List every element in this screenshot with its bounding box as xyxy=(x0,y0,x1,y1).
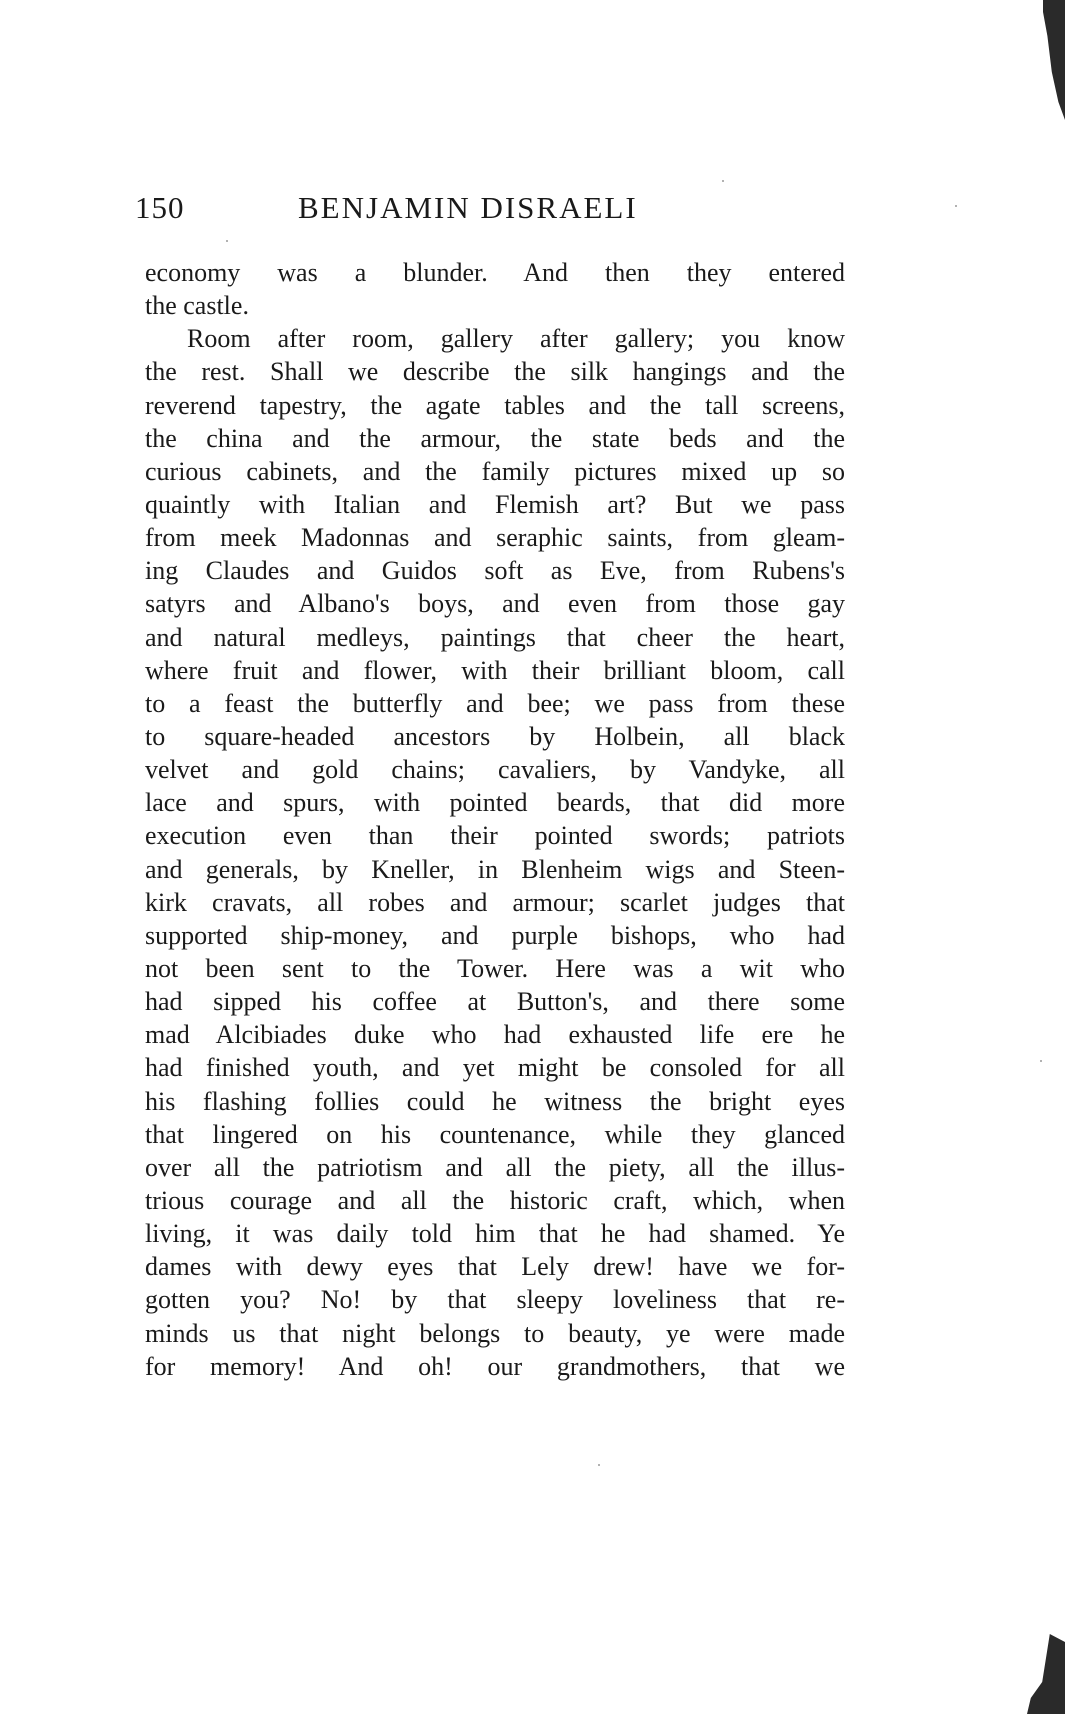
text-line: gotten you? No! by that sleepy loveliness that re- xyxy=(145,1285,845,1315)
page-number: 150 xyxy=(135,190,185,225)
text-line: from meek Madonnas and seraphic saints, from gleam- xyxy=(145,523,845,553)
text-line: had sipped his coffee at Button's, and there some xyxy=(145,987,845,1017)
text-line: his flashing follies could he witness the bright eyes xyxy=(145,1086,845,1116)
text-line: that lingered on his countenance, while they glanced xyxy=(145,1119,845,1149)
text-line: the rest. Shall we describe the silk hangings and the xyxy=(145,357,845,387)
text-line: lace and spurs, with pointed beards, that did more xyxy=(145,788,845,818)
text-line: mad Alcibiades duke who had exhausted life ere he xyxy=(145,1020,845,1050)
text-line: not been sent to the Tower. Here was a wit who xyxy=(145,953,845,983)
text-line: velvet and gold chains; cavaliers, by Vandyke, all xyxy=(145,755,845,785)
paper-speck xyxy=(226,240,228,242)
text-line: execution even than their pointed swords; patriots xyxy=(145,821,845,851)
text-line: trious courage and all the historic craft, which, when xyxy=(145,1185,845,1215)
text-line: economy was a blunder. And then they entered xyxy=(145,258,845,287)
text-line: had finished youth, and yet might be consoled for all xyxy=(145,1053,845,1083)
text-line: to square-headed ancestors by Holbein, all black xyxy=(145,721,845,751)
text-line: ing Claudes and Guidos soft as Eve, from Rubens's xyxy=(145,556,845,586)
paper-speck xyxy=(598,1464,600,1466)
text-line: and generals, by Kneller, in Blenheim wigs and Steen- xyxy=(145,854,845,884)
text-line: curious cabinets, and the family pictures mixed up so xyxy=(145,456,845,486)
text-line: reverend tapestry, the agate tables and the tall screens, xyxy=(145,390,845,420)
scan-edge-mark-top xyxy=(1043,0,1065,120)
text-line: to a feast the butterfly and bee; we pass from these xyxy=(145,688,845,718)
text-line: where fruit and flower, with their brilliant bloom, call xyxy=(145,655,845,685)
text-line: Room after room, gallery after gallery; you know xyxy=(187,324,845,354)
text-line: minds us that night belongs to beauty, ye were made xyxy=(145,1318,845,1348)
text-line: supported ship-money, and purple bishops, who had xyxy=(145,920,845,950)
text-line: kirk cravats, all robes and armour; scarlet judges that xyxy=(145,887,845,917)
text-line: dames with dewy eyes that Lely drew! have we for- xyxy=(145,1252,845,1282)
paper-speck xyxy=(722,180,724,182)
paper-speck xyxy=(955,205,957,207)
running-head-title: BENJAMIN DISRAELI xyxy=(298,190,638,225)
text-line: the china and the armour, the state beds and the xyxy=(145,423,845,453)
text-line: for memory! And oh! our grandmothers, that we xyxy=(145,1351,845,1381)
text-line: over all the patriotism and all the piety, all the illus- xyxy=(145,1152,845,1182)
text-line: the castle. xyxy=(145,291,249,321)
scan-edge-mark-bottom xyxy=(1027,1634,1065,1714)
text-line: satyrs and Albano's boys, and even from those gay xyxy=(145,589,845,619)
text-line: quaintly with Italian and Flemish art? But we pass xyxy=(145,489,845,519)
paper-speck xyxy=(1040,1060,1042,1062)
text-line: living, it was daily told him that he had shamed. Ye xyxy=(145,1219,845,1249)
body-text xyxy=(145,256,845,1383)
text-line: and natural medleys, paintings that cheer the heart, xyxy=(145,622,845,652)
